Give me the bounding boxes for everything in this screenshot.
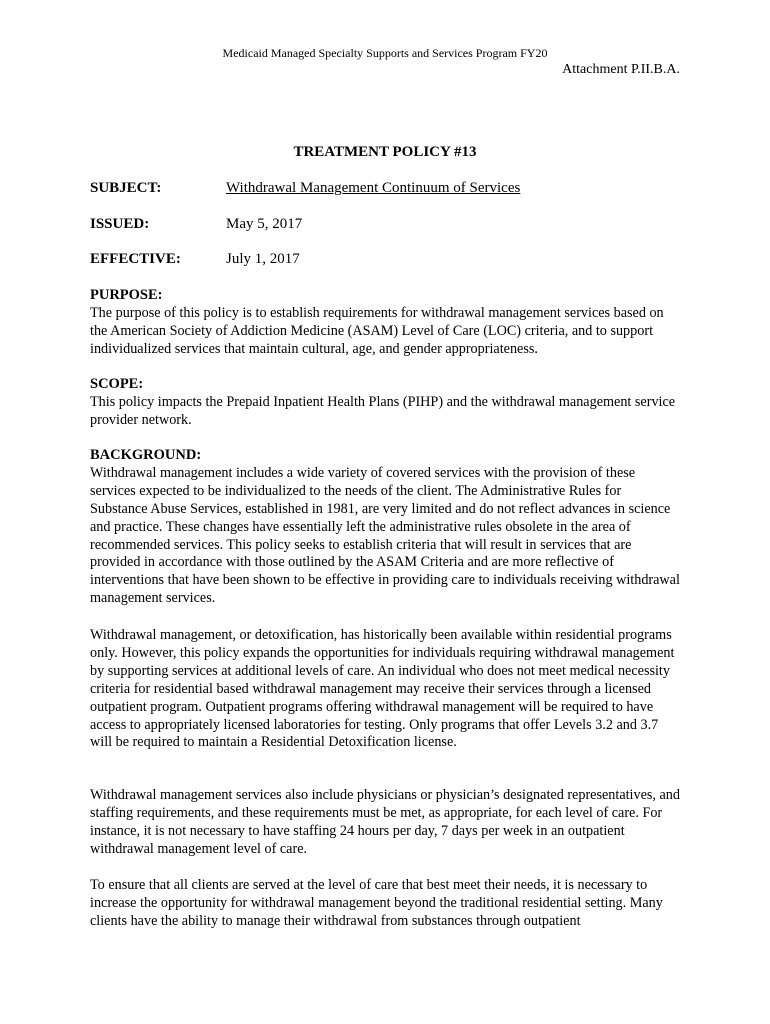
background-paragraph: Withdrawal management services also include physicians or physician’s designated representatives, and staffing requirements, and these requirements must be met, as appropriate, for each level of care. For instance, it is not necessary to have staffing 24 hours per day, 7 days per week in an outpatient withdrawal management level of care. [90,787,680,857]
background-paragraph: Withdrawal management includes a wide variety of covered services with the provision of these services expected to be individualized to the needs of the client. The Administrative Rules for Substance Abuse Services, established in 1981, are very limited and do not reflect advances in science and practice. These changes have essentially left the administrative rules obsolete in the area of recommended services. This policy seeks to establish criteria that will result in services that are provided in accordance with those outlined by the ASAM Criteria and are more reflective of interventions that have been shown to be effective in providing care to individuals receiving withdrawal management services. [90,464,680,607]
purpose-section [90,287,682,359]
attachment-label: Attachment P.II.B.A. [562,62,680,77]
purpose-text: The purpose of this policy is to establish requirements for withdrawal management services based on the American Society of Addiction Medicine (ASAM) Level of Care (LOC) criteria, and to support individualized services that maintain cultural, age, and gender appropriateness. [90,304,664,357]
background-section [90,447,682,608]
program-header: Medicaid Managed Specialty Supports and Services Program FY20 [222,46,548,60]
effective-value: July 1, 2017 [226,251,300,267]
effective-label: EFFECTIVE: [90,251,181,267]
scope-heading: SCOPE: [90,376,144,392]
issued-value: May 5, 2017 [226,216,303,232]
background-section-4 [90,877,682,931]
scope-section [90,376,682,430]
subject-label: SUBJECT: [90,180,162,196]
policy-title: TREATMENT POLICY #13 [293,144,477,160]
scope-text: This policy impacts the Prepaid Inpatient Health Plans (PIHP) and the withdrawal management service provider network. [90,393,676,428]
purpose-heading: PURPOSE: [90,287,163,303]
background-section-3 [90,787,682,859]
background-paragraph: Withdrawal management, or detoxification, has historically been available within residential programs only. However, this policy expands the opportunities for individuals requiring withdrawal management by supporting services at additional levels of care. An individual who does not meet medical necessity criteria for residential based withdrawal management may receive their services through a licensed outpatient program. Outpatient programs offering withdrawal management will be required to have access to appropriately licensed laboratories for testing. Only programs that offer Levels 3.2 and 3.7 will be required to maintain a Residential Detoxification license. [90,627,675,751]
subject-value: Withdrawal Management Continuum of Services [226,180,521,196]
background-heading: BACKGROUND: [90,447,202,463]
background-paragraph: To ensure that all clients are served at the level of care that best meet their needs, it is necessary to increase the opportunity for withdrawal management beyond the traditional residential setting. Many clients have the ability to manage their withdrawal from substances through outpatient [90,877,663,929]
background-section-2 [90,627,682,752]
issued-label: ISSUED: [90,216,150,232]
